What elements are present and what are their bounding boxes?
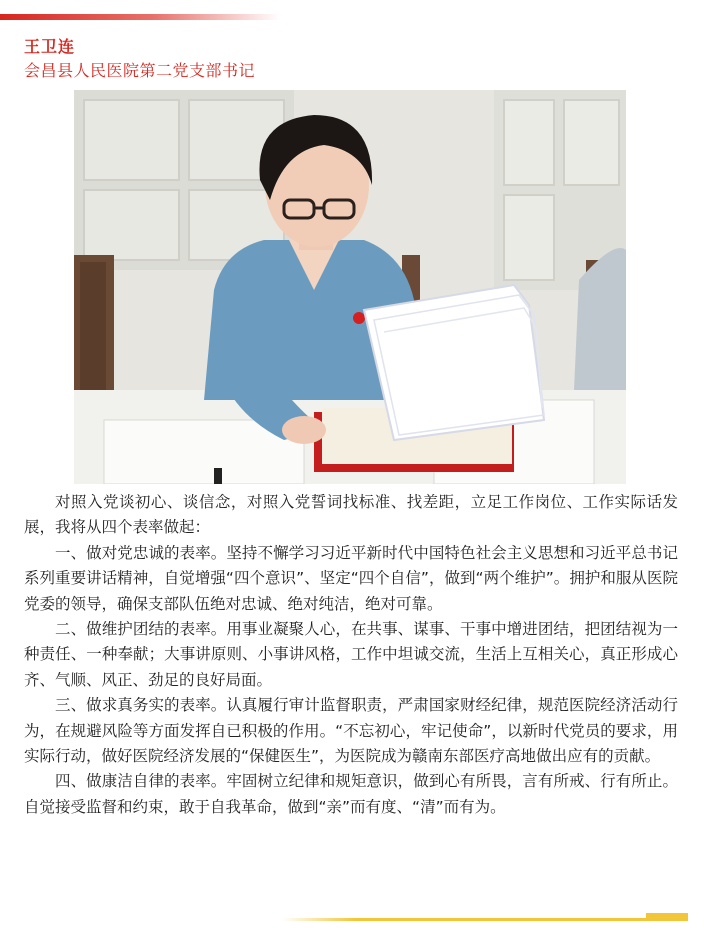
article-paragraph-2: 二、做维护团结的表率。用事业凝聚人心，在共事、谋事、干事中增进团结，把团结视为一种责任、一种奉献；大事讲原则、小事讲风格，工作中坦诚交流，生活上互相关心，真正形成心齐、气顺、风正、劲足的良好局面。: [24, 620, 678, 689]
article-body: [24, 490, 678, 820]
header-accent-bar: [0, 14, 280, 20]
article-paragraph-intro: 对照入党谈初心、谈信念，对照入党誓词找标准、找差距，立足工作岗位、工作实际话发展，我将从四个表率做起：: [24, 493, 678, 537]
author-name: 王卫连: [24, 37, 76, 56]
footer-accent-block: [646, 913, 688, 921]
author-position: 会昌县人民医院第二党支部书记: [24, 61, 256, 80]
article-photo: [74, 90, 626, 484]
footer-accent-line: [282, 918, 646, 921]
article-paragraph-4: 四、做康洁自律的表率。牢固树立纪律和规矩意识，做到心有所畏，言有所戒、行有所止。自觉接受监督和约束，敢于自我革命，做到“亲”而有度、“清”而有为。: [24, 772, 678, 816]
article-paragraph-1: 一、做对党忠诚的表率。坚持不懈学习习近平新时代中国特色社会主义思想和习近平总书记系列重要讲话精神，自觉增强“四个意识”、坚定“四个自信”，做到“两个维护”。拥护和服从医院党委的领导，确保支部队伍绝对忠诚、绝对纯洁，绝对可靠。: [24, 543, 678, 613]
article-paragraph-3: 三、做求真务实的表率。认真履行审计监督职责，严肃国家财经纪律，规范医院经济活动行为，在规避风险等方面发挥自已积极的作用。“不忘初心，牢记使命”，以新时代党员的要求，用实际行动，做好医院经济发展的“保健医生”，为医院成为赣南东部医疗高地做出应有的贡献。: [24, 696, 678, 766]
